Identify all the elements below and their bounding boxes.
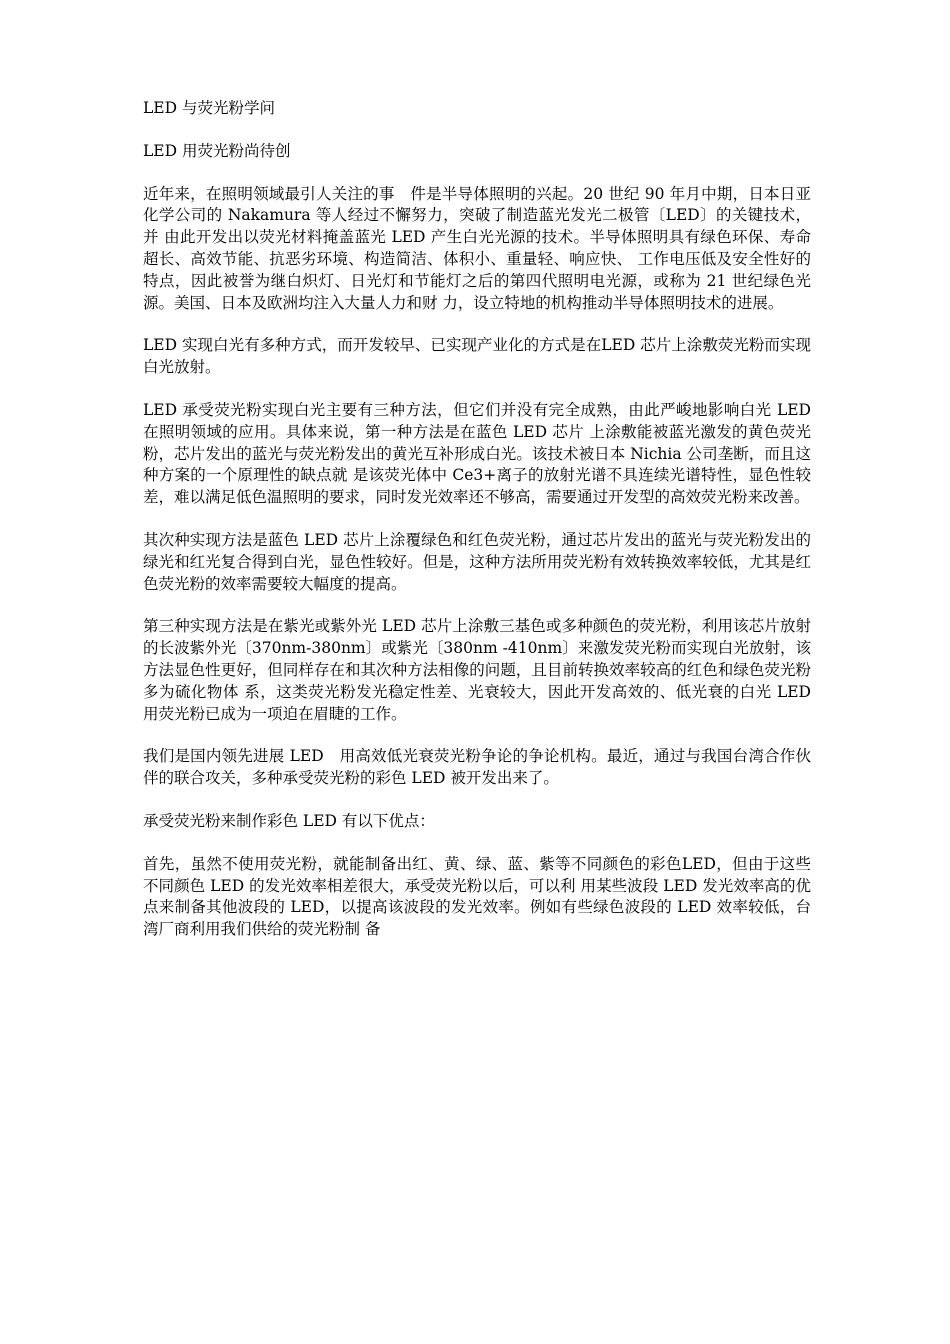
document-subtitle: LED 用荧光粉尚待创 — [143, 141, 291, 160]
paragraph-2: LED 实现白光有多种方式，而开发较早、已实现产业化的方式是在LED 芯片上涂敷荧光粉而实现白光放射。 — [143, 336, 811, 377]
document-page — [143, 98, 811, 962]
paragraph-7: 承受荧光粉来制作彩色 LED 有以下优点： — [143, 811, 435, 830]
paragraph-6: 我们是国内领先进展 LED 用高效低光衰荧光粉争论的争论机构。最近，通过与我国台湾合作伙伴的联合攻关，多种承受荧光粉的彩色 LED 被开发出来了。 — [143, 747, 811, 788]
paragraph-3: LED 承受荧光粉实现白光主要有三种方法，但它们并没有完全成熟，由此严峻地影响白光 LED 在照明领域的应用。具体来说，第一种方法是在蓝色 LED 芯片 上涂敷能被蓝光激发的黄色荧光粉，芯片发出的蓝光与荧光粉发出的黄光互补形成白光。该技术被日本 Nichia 公司垄断，而且这种方案的一个原理性的缺点就 是该荧光体中 Ce3+离子的放射光谱不具连续光谱特性，显色性较差，难以满足低色温照明的要求，同时发光效率还不够高，需要通过开发型的高效荧光粉来改善。 — [143, 400, 811, 507]
paragraph-1: 近年来，在照明领域最引人关注的事 件是半导体照明的兴起。20 世纪 90 年月中期，日本日亚化学公司的 Nakamura 等人经过不懈努力，突破了制造蓝光发光二极管〔LED〕的关键技术，并 由此开发出以荧光材料掩盖蓝光 LED 产生白光光源的技术。半导体照明具有绿色环保、寿命超长、高效节能、抗恶劣环境、构造简洁、体积小、重量轻、响应快、 工作电压低及安全性好的特点，因此被誉为继白炽灯、日光灯和节能灯之后的第四代照明电光源，或称为 21 世纪绿色光源。美国、日本及欧洲均注入大量人力和财 力，设立特地的机构推动半导体照明技术的进展。 — [143, 184, 811, 312]
paragraph-4: 其次种实现方法是蓝色 LED 芯片上涂覆绿色和红色荧光粉，通过芯片发出的蓝光与荧光粉发出的绿光和红光复合得到白光，显色性较好。但是，这种方法所用荧光粉有效转换效率较低，尤其是红色荧光粉的效率需要较大幅度的提高。 — [143, 530, 811, 593]
paragraph-8: 首先，虽然不使用荧光粉，就能制备出红、黄、绿、蓝、紫等不同颜色的彩色LED，但由于这些不同颜色 LED 的发光效率相差很大，承受荧光粉以后，可以利 用某些波段 LED 发光效率高的优点来制备其他波段的 LED，以提高该波段的发光效率。例如有些绿色波段的 LED 效率较低，台湾厂商利用我们供给的荧光粉制 备 — [143, 854, 811, 939]
paragraph-5: 第三种实现方法是在紫光或紫外光 LED 芯片上涂敷三基色或多种颜色的荧光粉，利用该芯片放射的长波紫外光〔370nm-380nm〕或紫光〔380nm -410nm〕来激发荧光粉而实现白光放射，该方法显色性更好，但同样存在和其次种方法相像的问题，且目前转换效率较高的红色和绿色荧光粉多为硫化物体 系，这类荧光粉发光稳定性差、光衰较大，因此开发高效的、低光衰的白光 LED 用荧光粉已成为一项迫在眉睫的工作。 — [143, 617, 811, 723]
document-title: LED 与荧光粉学问 — [143, 99, 275, 117]
